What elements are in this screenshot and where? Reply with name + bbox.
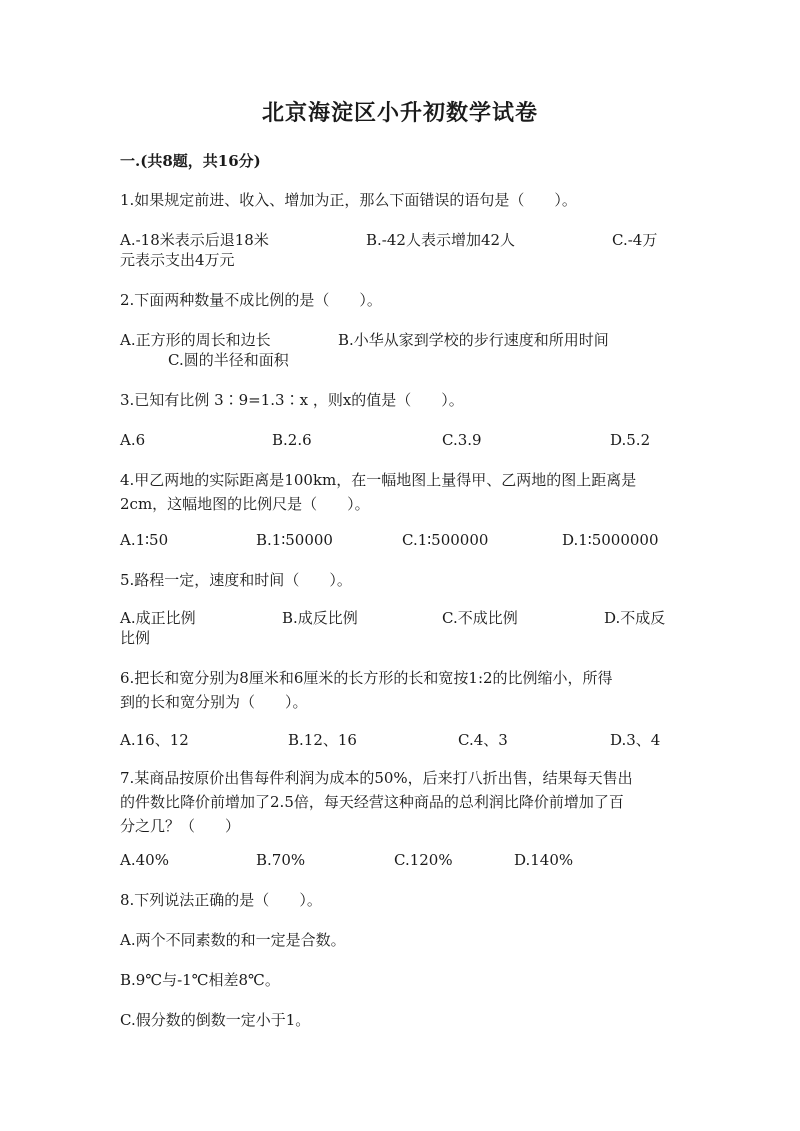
question-3-options [120, 428, 680, 452]
q3-option-d: D.5.2 [610, 431, 651, 449]
q5-option-d-continued: 比例 [120, 629, 151, 647]
q5-option-d: D.不成反 [604, 609, 666, 627]
q7-stem-line-2: 的件数比降价前增加了2.5倍，每天经营这种商品的总利润比降价前增加了百 [120, 793, 624, 811]
question-1-options [120, 228, 680, 276]
q2-option-c: C.圆的半径和面积 [168, 351, 289, 369]
question-2-stem: 2.下面两种数量不成比例的是（ ）。 [120, 291, 382, 309]
q8-option-c: C.假分数的倒数一定小于1。 [120, 1011, 311, 1029]
q3-option-c: C.3.9 [442, 431, 482, 449]
q2-option-b: B.小华从家到学校的步行速度和所用时间 [338, 331, 609, 349]
question-5-options [120, 606, 680, 654]
q1-option-b: B.-42人表示增加42人 [366, 231, 516, 249]
q6-stem-line-2: 到的长和宽分别为（ ）。 [120, 693, 308, 711]
question-4-options [120, 528, 680, 552]
q7-stem-line-1: 7.某商品按原价出售每件利润为成本的50%，后来打八折出售，结果每天售出 [120, 769, 633, 787]
q6-option-d: D.3、4 [610, 731, 661, 749]
question-2-options [120, 328, 680, 376]
page-title: 北京海淀区小升初数学试卷 [261, 100, 538, 126]
question-8-stem: 8.下列说法正确的是（ ）。 [120, 891, 322, 909]
q3-option-b: B.2.6 [272, 431, 312, 449]
q5-option-b: B.成反比例 [282, 609, 358, 627]
question-3-stem: 3.已知有比例 3∶9=1.3∶x ，则x的值是（ ）。 [120, 391, 464, 409]
q6-option-c: C.4、3 [458, 731, 508, 749]
q5-option-a: A.成正比例 [120, 609, 196, 627]
q7-option-c: C.120% [394, 851, 453, 869]
q6-stem-line-1: 6.把长和宽分别为8厘米和6厘米的长方形的长和宽按1:2的比例缩小，所得 [120, 669, 613, 687]
q4-option-d: D.1∶5000000 [562, 531, 659, 549]
q5-option-c: C.不成比例 [442, 609, 518, 627]
question-5-stem: 5.路程一定，速度和时间（ ）。 [120, 571, 352, 589]
q4-option-a: A.1∶50 [120, 531, 169, 549]
q1-option-c: C.-4万 [612, 231, 658, 249]
q6-option-a: A.16、12 [120, 731, 189, 749]
q4-option-b: B.1∶50000 [256, 531, 333, 549]
section-heading: 一.(共8题，共16分) [120, 152, 261, 170]
q8-option-b: B.9℃与-1℃相差8℃。 [120, 971, 280, 989]
question-4-stem [120, 468, 680, 516]
question-6-options [120, 728, 680, 752]
question-6-stem [120, 666, 680, 714]
q6-option-b: B.12、16 [288, 731, 357, 749]
q7-option-a: A.40% [120, 851, 169, 869]
q4-stem-line-2: 2cm，这幅地图的比例尺是（ ）。 [120, 495, 370, 513]
q3-option-a: A.6 [120, 431, 146, 449]
q1-option-a: A.-18米表示后退18米 [120, 231, 269, 249]
q7-stem-line-3: 分之几？（ ） [120, 817, 241, 835]
question-7-options [120, 848, 680, 872]
q2-option-a: A.正方形的周长和边长 [120, 331, 271, 349]
q8-option-a: A.两个不同素数的和一定是合数。 [120, 931, 346, 949]
q4-option-c: C.1∶500000 [402, 531, 489, 549]
question-1-stem: 1.如果规定前进、收入、增加为正，那么下面错误的语句是（ ）。 [120, 191, 577, 209]
q1-option-c-continued: 元表示支出4万元 [120, 251, 235, 269]
q4-stem-line-1: 4.甲乙两地的实际距离是100km，在一幅地图上量得甲、乙两地的图上距离是 [120, 471, 637, 489]
q7-option-d: D.140% [514, 851, 574, 869]
q7-option-b: B.70% [256, 851, 306, 869]
question-7-stem [120, 766, 680, 838]
